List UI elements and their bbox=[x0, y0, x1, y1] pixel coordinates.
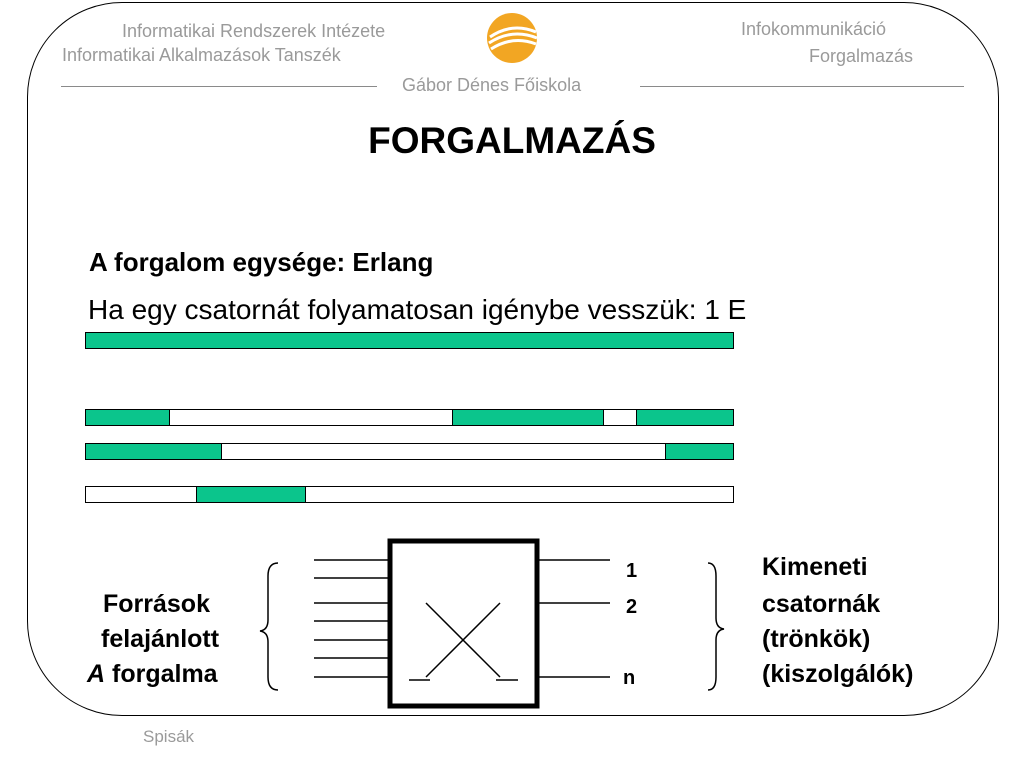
sources-label-3 bbox=[87, 660, 218, 689]
output-label-2: 2 bbox=[626, 596, 638, 618]
output-channels-label-2: csatornák bbox=[762, 590, 881, 618]
output-channels-label-1: Kimeneti bbox=[762, 553, 868, 581]
definition-line: Ha egy csatornát folyamatosan igénybe vesszük: 1 E bbox=[88, 294, 747, 325]
school-name: Gábor Dénes Főiskola bbox=[402, 75, 582, 95]
footer-author: Spisák bbox=[143, 727, 195, 746]
sources-label-1: Források bbox=[103, 590, 210, 618]
course-name: Infokommunikáció bbox=[741, 19, 887, 39]
output-label-1: 1 bbox=[626, 560, 638, 582]
topic-name: Forgalmazás bbox=[809, 46, 914, 66]
sources-label-3-rest: forgalma bbox=[105, 660, 218, 688]
traffic-symbol: A bbox=[87, 660, 106, 688]
output-channels-label-4: (kiszolgálók) bbox=[762, 660, 914, 688]
slide-title: FORGALMAZÁS bbox=[368, 120, 656, 161]
department-name: Informatikai Alkalmazások Tanszék bbox=[62, 45, 341, 65]
unit-heading: A forgalom egysége: Erlang bbox=[89, 247, 434, 277]
institute-name: Informatikai Rendszerek Intézete bbox=[122, 21, 386, 41]
switch-box bbox=[390, 541, 537, 706]
sources-label-2: felajánlott bbox=[101, 625, 220, 653]
output-label-n: n bbox=[623, 667, 636, 689]
output-channels-label-3: (trönkök) bbox=[762, 625, 871, 653]
